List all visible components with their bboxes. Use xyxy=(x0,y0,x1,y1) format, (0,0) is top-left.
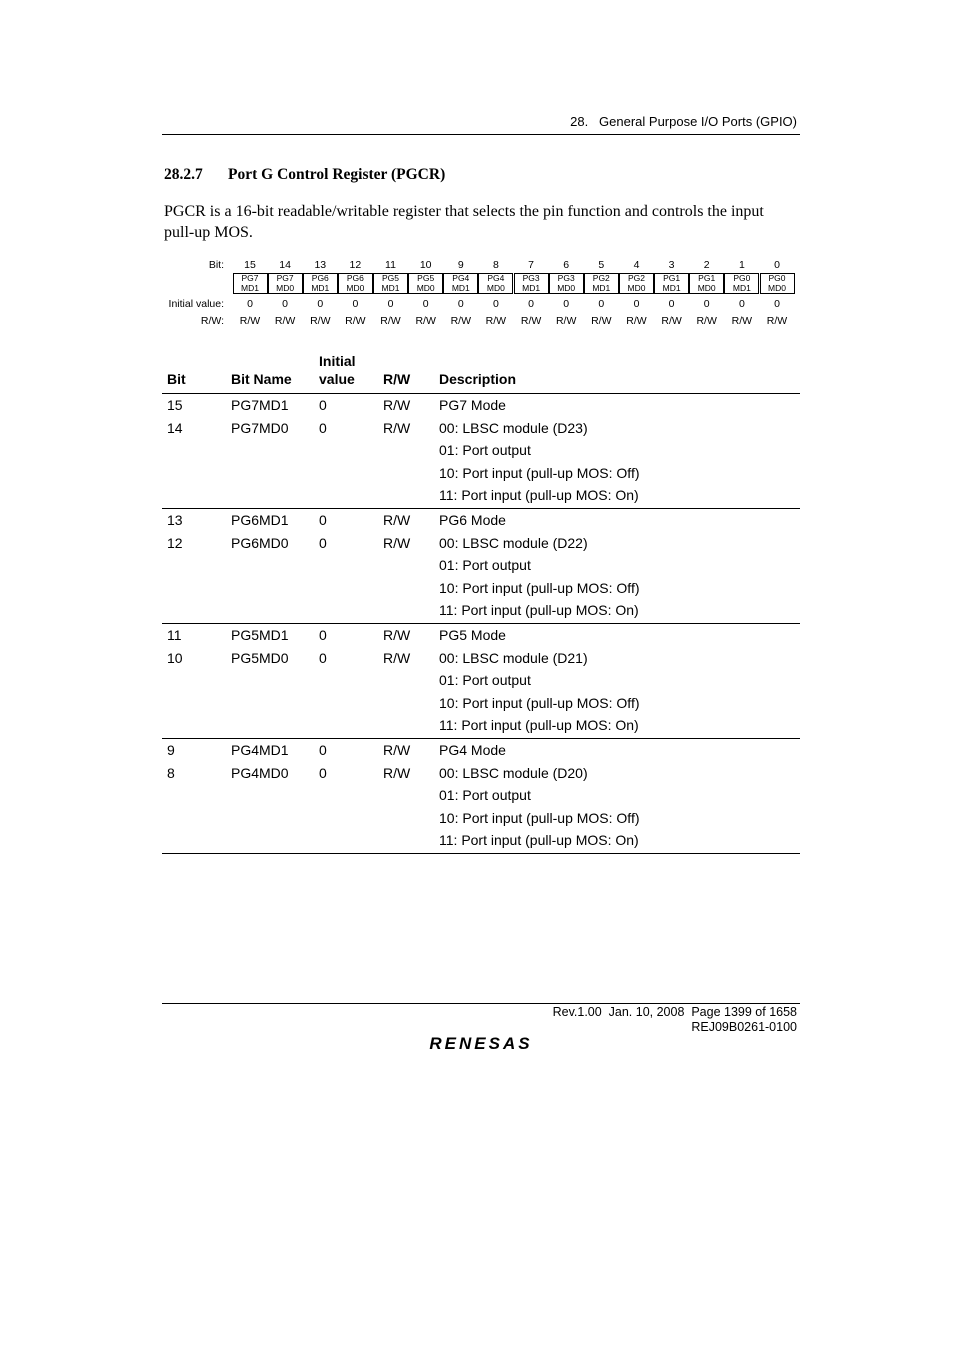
bit-initial-value: 0 xyxy=(247,298,253,310)
description-cell: 01: Port output xyxy=(439,672,531,688)
bit-field-name-line1: PG7 xyxy=(241,273,259,283)
bit-field-name-line2: MD0 xyxy=(346,282,365,293)
bit-initial-value: 0 xyxy=(774,298,780,310)
description-cell: PG6 Mode xyxy=(439,512,506,528)
bit-initial-value: 0 xyxy=(317,298,324,310)
initial-value-cell: 0 xyxy=(319,627,327,643)
description-cell: 10: Port input (pull-up MOS: Off) xyxy=(439,694,640,711)
header-initial-value-line1: Initial xyxy=(319,353,356,369)
rw-cell: R/W xyxy=(383,627,411,643)
bit-number: 7 xyxy=(528,259,535,271)
footer-rule xyxy=(162,1003,800,1004)
bit-field-box xyxy=(478,273,513,294)
bit-initial-value: 0 xyxy=(352,298,359,310)
bit-number-cell: 8 xyxy=(167,764,175,781)
bit-name-cell: PG5MD1 xyxy=(231,627,289,643)
bit-number: 8 xyxy=(492,259,499,271)
bit-initial-value: 0 xyxy=(598,298,605,310)
bit-initial-value: 0 xyxy=(633,298,640,310)
bit-number: 10 xyxy=(419,259,432,271)
bit-field-name-line1: PG6 xyxy=(311,273,329,283)
rw-row-label: R/W: xyxy=(200,315,224,327)
bit-field-name-line1: PG6 xyxy=(346,273,364,283)
bit-field-name-line1: PG0 xyxy=(733,273,751,283)
rw-cell: R/W xyxy=(383,649,411,666)
table-row xyxy=(162,784,800,807)
intro-paragraph-line: PGCR is a 16-bit readable/writable register that selects the pin function and controls the input xyxy=(164,203,764,220)
bit-number: 5 xyxy=(598,259,605,271)
table-row xyxy=(162,462,800,485)
register-bit-group xyxy=(162,394,800,509)
bit-rw: R/W xyxy=(555,315,577,327)
rw-cell: R/W xyxy=(383,742,411,758)
bit-name-cell: PG5MD0 xyxy=(231,649,289,666)
bit-rw: R/W xyxy=(345,315,366,327)
description-cell: PG7 Mode xyxy=(439,397,506,413)
table-row xyxy=(162,647,800,670)
bit-field-box xyxy=(619,273,654,294)
description-cell: 01: Port output xyxy=(439,442,531,458)
bit-rw: R/W xyxy=(485,315,507,327)
bit-field-name-line1: PG3 xyxy=(522,273,540,283)
bit-field-box xyxy=(233,273,268,294)
bit-field-name-line2: MD0 xyxy=(486,282,505,293)
bit-field-name-line2: MD1 xyxy=(662,282,681,293)
bit-field-name-line2: MD1 xyxy=(592,282,611,293)
bit-field-name-line2: MD0 xyxy=(627,282,646,293)
running-header: 28. General Purpose I/O Ports (GPIO) xyxy=(570,114,797,129)
bit-initial-value: 0 xyxy=(422,298,429,310)
description-cell: 00: LBSC module (D22) xyxy=(439,534,588,551)
bit-name-cell: PG7MD1 xyxy=(231,397,289,413)
bit-rw: R/W xyxy=(415,315,436,327)
table-row xyxy=(162,394,800,417)
initial-value-cell: 0 xyxy=(319,742,327,758)
section-title: Port G Control Register (PGCR) xyxy=(228,166,446,183)
bit-field-name-line1: PG1 xyxy=(663,273,681,283)
bit-initial-value: 0 xyxy=(668,298,675,310)
bit-field-name-line1: PG5 xyxy=(417,273,435,283)
bit-field-name-line2: MD0 xyxy=(557,282,576,293)
bit-field-box xyxy=(408,273,443,294)
description-cell: 00: LBSC module (D20) xyxy=(439,764,588,781)
description-cell: 11: Port input (pull-up MOS: On) xyxy=(439,717,639,733)
description-cell: 01: Port output xyxy=(439,557,531,573)
bit-field-box xyxy=(724,273,759,294)
description-cell: PG5 Mode xyxy=(439,627,506,643)
table-row xyxy=(162,509,800,532)
rw-cell: R/W xyxy=(383,534,411,551)
bit-number-cell: 12 xyxy=(167,534,183,551)
bit-name-cell: PG6MD1 xyxy=(231,512,289,528)
bit-field-box xyxy=(303,273,338,294)
table-row xyxy=(162,669,800,692)
bit-field-box xyxy=(689,273,724,294)
bit-number: 14 xyxy=(279,259,291,271)
bit-field-name-line1: PG2 xyxy=(592,273,610,283)
table-row xyxy=(162,417,800,440)
rw-cell: R/W xyxy=(383,397,411,413)
initial-value-cell: 0 xyxy=(319,397,327,413)
bit-initial-value: 0 xyxy=(563,298,570,310)
bit-field-name-line1: PG4 xyxy=(452,273,470,283)
initial-value-cell: 0 xyxy=(319,534,327,551)
bit-initial-value: 0 xyxy=(703,298,710,310)
bit-rw: R/W xyxy=(520,315,542,327)
bit-rw: R/W xyxy=(696,315,717,327)
bit-initial-value: 0 xyxy=(282,298,289,310)
bit-initial-value: 0 xyxy=(528,298,535,310)
bit-field-name-line2: MD1 xyxy=(311,282,330,293)
bit-field-name-line2: MD0 xyxy=(697,282,716,293)
bit-field-box xyxy=(268,273,303,294)
bit-field-name-line2: MD1 xyxy=(451,282,470,293)
revision-info: Rev.1.00 Jan. 10, 2008 Page 1399 of 1658 xyxy=(552,1005,797,1019)
table-row xyxy=(162,739,800,762)
bit-number-cell: 11 xyxy=(167,627,182,643)
bit-number: 3 xyxy=(668,259,675,271)
table-row xyxy=(162,554,800,577)
bit-rw: R/W xyxy=(274,315,296,327)
bit-rw: R/W xyxy=(380,315,401,327)
description-cell: PG4 Mode xyxy=(439,742,506,758)
bit-field-name-line1: PG5 xyxy=(381,273,399,283)
bit-rw: R/W xyxy=(310,315,331,327)
bit-field-box xyxy=(549,273,584,294)
bit-field-box xyxy=(443,273,478,294)
bit-rw: R/W xyxy=(450,315,471,327)
bit-number-cell: 15 xyxy=(167,397,183,413)
description-cell: 11: Port input (pull-up MOS: On) xyxy=(439,832,639,848)
bit-field-name-line2: MD1 xyxy=(241,282,259,293)
bit-field-box xyxy=(373,273,408,294)
bit-rw: R/W xyxy=(661,315,682,327)
table-row xyxy=(162,532,800,555)
register-bit-group xyxy=(162,509,800,624)
rw-cell: R/W xyxy=(383,764,411,781)
header-bit-name: Bit Name xyxy=(231,371,292,387)
section-number: 28.2.7 xyxy=(164,166,203,183)
table-row xyxy=(162,829,800,852)
bit-initial-value: 0 xyxy=(457,298,464,310)
bit-number-cell: 14 xyxy=(167,419,183,436)
bit-field-name-line2: MD1 xyxy=(732,282,751,293)
bit-number-cell: 13 xyxy=(167,512,183,528)
bit-name-cell: PG4MD0 xyxy=(231,764,289,781)
bit-rw: R/W xyxy=(591,315,612,327)
bit-field-box xyxy=(338,273,373,294)
description-cell: 11: Port input (pull-up MOS: On) xyxy=(439,602,639,618)
bit-rw: R/W xyxy=(239,315,261,327)
initial-value-cell: 0 xyxy=(319,649,327,666)
bit-field-box xyxy=(654,273,689,294)
bit-field-name-line1: PG2 xyxy=(627,273,645,283)
bit-number-cell: 10 xyxy=(167,649,183,666)
initial-value-row-label: Initial value: xyxy=(168,298,224,310)
bit-number: 0 xyxy=(774,259,780,271)
bit-name-cell: PG7MD0 xyxy=(231,419,289,436)
bit-field-name-line1: PG3 xyxy=(557,273,575,283)
document-number: REJ09B0261-0100 xyxy=(691,1020,797,1034)
header-rule xyxy=(162,134,800,135)
description-cell: 00: LBSC module (D23) xyxy=(439,419,588,436)
register-bit-group xyxy=(162,739,800,854)
bit-number: 11 xyxy=(385,259,396,271)
bit-field-name-line1: PG4 xyxy=(487,273,505,283)
description-cell: 10: Port input (pull-up MOS: Off) xyxy=(439,809,640,826)
description-cell: 11: Port input (pull-up MOS: On) xyxy=(439,487,639,503)
bit-field-box xyxy=(514,273,549,294)
rw-cell: R/W xyxy=(383,419,411,436)
table-row xyxy=(162,692,800,715)
header-description: Description xyxy=(439,371,517,387)
bit-field-name-line1: PG1 xyxy=(698,273,716,283)
intro-paragraph-line: pull-up MOS. xyxy=(164,224,253,241)
bit-field-name-line2: MD1 xyxy=(381,282,400,293)
bit-field-name-line1: PG0 xyxy=(768,273,786,283)
table-row xyxy=(162,762,800,785)
bit-field-name-line1: PG7 xyxy=(276,273,294,283)
bit-field-name-line2: MD0 xyxy=(276,282,295,293)
bit-initial-value: 0 xyxy=(387,298,394,310)
description-cell: 10: Port input (pull-up MOS: Off) xyxy=(439,579,640,596)
header-rw: R/W xyxy=(383,371,411,387)
bit-rw: R/W xyxy=(766,315,788,327)
table-row xyxy=(162,484,800,507)
initial-value-cell: 0 xyxy=(319,764,327,781)
bit-rw: R/W xyxy=(731,315,753,327)
register-bit-group xyxy=(162,624,800,739)
table-row xyxy=(162,577,800,600)
bit-name-cell: PG4MD1 xyxy=(231,742,289,758)
bit-number: 2 xyxy=(703,259,710,271)
bit-number: 1 xyxy=(738,259,745,271)
table-row xyxy=(162,599,800,622)
table-row xyxy=(162,714,800,737)
table-row xyxy=(162,439,800,462)
bit-number-cell: 9 xyxy=(167,742,175,758)
bit-field-name-line2: MD0 xyxy=(768,282,786,293)
header-bit: Bit xyxy=(167,371,186,387)
bit-number: 12 xyxy=(349,259,362,271)
bit-number: 4 xyxy=(633,259,640,271)
bit-initial-value: 0 xyxy=(738,298,745,310)
header-initial-value-line2: value xyxy=(319,371,355,387)
bit-row-label: Bit: xyxy=(208,259,224,271)
bit-field-box xyxy=(760,273,795,294)
bit-description-table xyxy=(162,393,800,854)
description-cell: 10: Port input (pull-up MOS: Off) xyxy=(439,464,640,481)
description-cell: 00: LBSC module (D21) xyxy=(439,649,588,666)
bit-number: 9 xyxy=(457,259,464,271)
description-cell: 01: Port output xyxy=(439,787,531,803)
bit-rw: R/W xyxy=(626,315,647,327)
bit-field-name-line2: MD1 xyxy=(522,282,541,293)
table-row xyxy=(162,624,800,647)
bit-initial-value: 0 xyxy=(492,298,499,310)
bit-number: 15 xyxy=(244,259,256,271)
bit-number: 13 xyxy=(314,259,327,271)
bit-field-box xyxy=(584,273,619,294)
table-row xyxy=(162,807,800,830)
initial-value-cell: 0 xyxy=(319,512,327,528)
bit-name-cell: PG6MD0 xyxy=(231,534,289,551)
bit-number: 6 xyxy=(563,259,570,271)
rw-cell: R/W xyxy=(383,512,411,528)
initial-value-cell: 0 xyxy=(319,419,327,436)
bit-field-name-line2: MD0 xyxy=(416,282,435,293)
renesas-logo: RENESAS xyxy=(429,1034,533,1053)
